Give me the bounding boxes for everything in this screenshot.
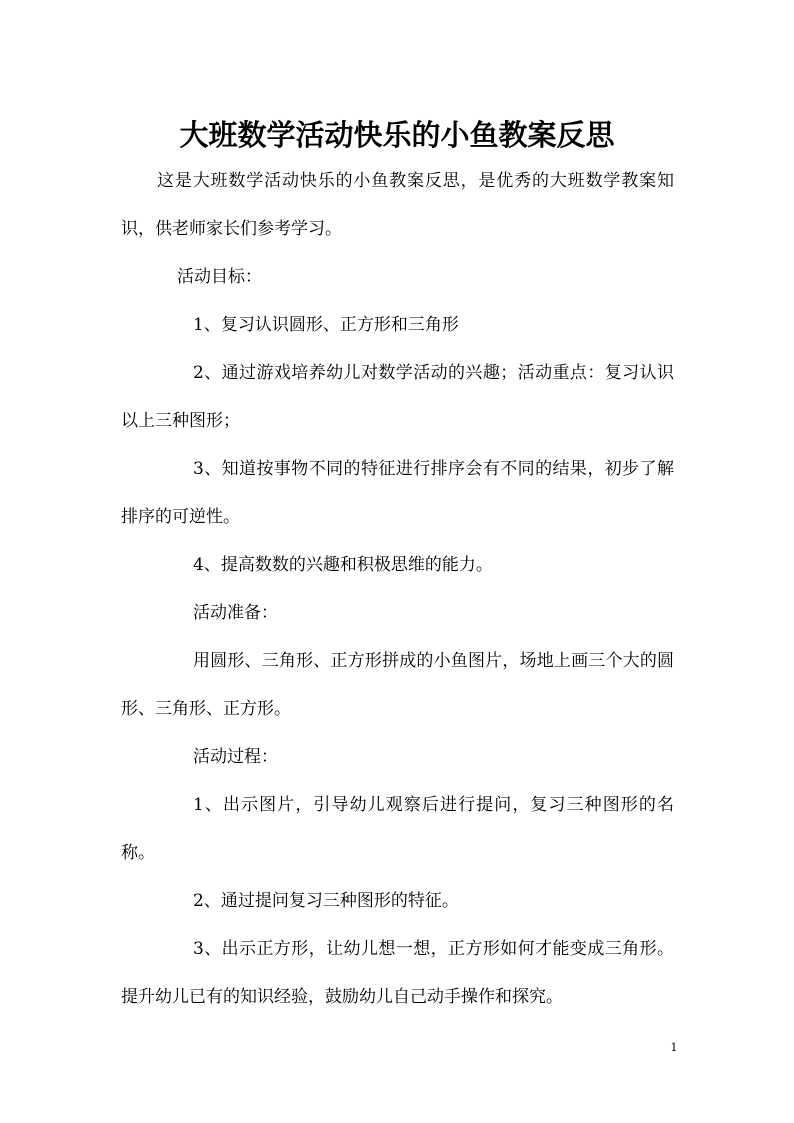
intro-paragraph: 这是大班数学活动快乐的小鱼教案反思，是优秀的大班数学教案知识，供老师家长们参考学习。 [121,171,674,239]
goal-item-2: 2、通过游戏培养幼儿对数学活动的兴趣；活动重点：复习认识以上三种图形； [121,363,674,431]
process-item-2: 2、通过提问复习三种图形的特征。 [193,891,459,911]
document-title: 大班数学活动快乐的小鱼教案反思 [179,118,615,153]
goal-item-3: 3、知道按事物不同的特征进行排序会有不同的结果，初步了解排序的可逆性。 [121,459,674,527]
preparation-paragraph: 用圆形、三角形、正方形拼成的小鱼图片，场地上画三个大的圆形、三角形、正方形。 [121,651,674,719]
section-heading-process: 活动过程： [193,747,278,767]
section-heading-preparation: 活动准备： [193,603,278,623]
process-item-1: 1、出示图片，引导幼儿观察后进行提问，复习三种图形的名称。 [121,795,674,863]
page-number: 1 [670,1041,678,1054]
section-heading-goals: 活动目标： [177,267,262,287]
goal-item-4: 4、提高数数的兴趣和积极思维的能力。 [193,555,493,575]
process-item-3: 3、出示正方形，让幼儿想一想，正方形如何才能变成三角形。提升幼儿已有的知识经验，鼓励幼儿自己动手操作和探究。 [121,939,674,1007]
goal-item-1: 1、复习认识圆形、正方形和三角形 [193,315,459,335]
